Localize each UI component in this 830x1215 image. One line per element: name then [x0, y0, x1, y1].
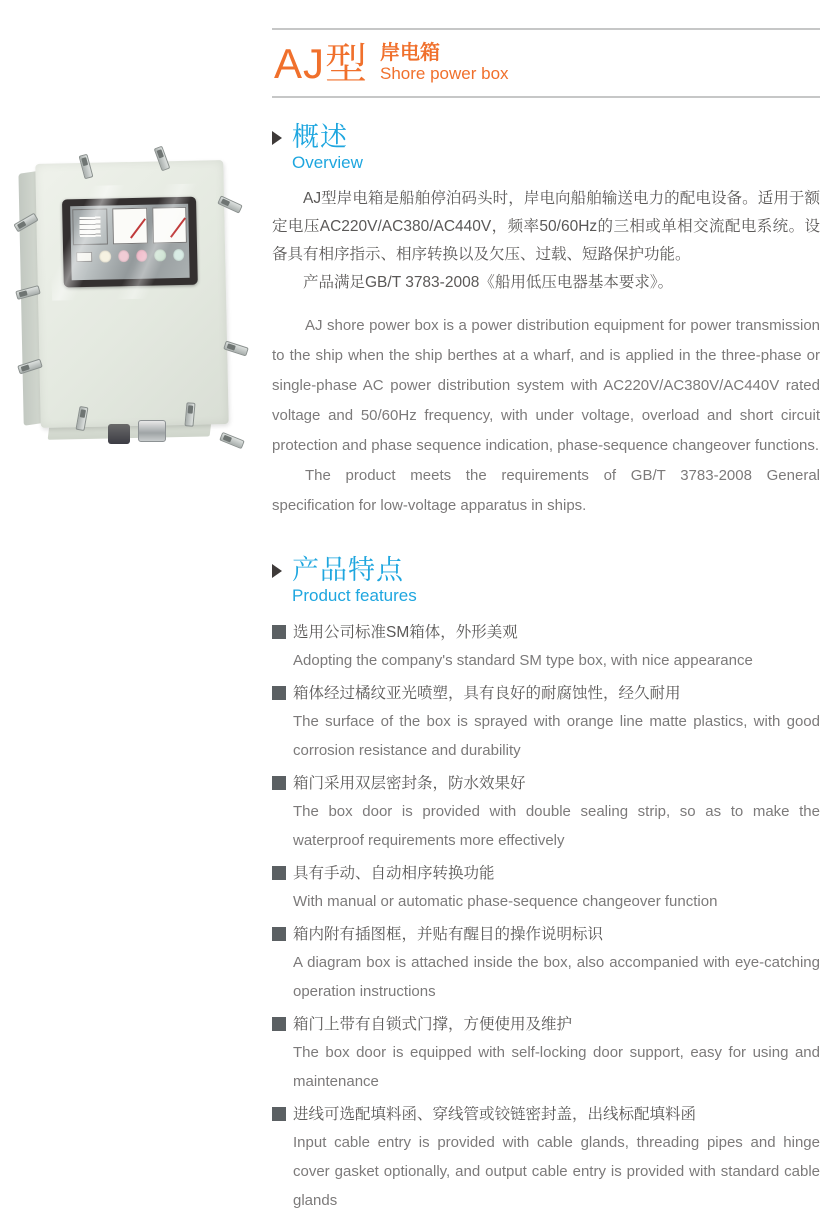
- indicator-lamp-icon: [154, 249, 166, 261]
- feature-title-zh: [272, 771, 820, 796]
- feature-title-zh: [272, 620, 820, 645]
- bullet-square-icon: [272, 927, 286, 941]
- paragraph-en: AJ shore power box is a power distribution equipment for power transmission to the ship when the ship berthes at a wharf, and is applied in the three-phase or single-phase AC power distribution system with AC220V/AC380V/AC440V rated voltage and 50/60Hz frequency, with under voltage, overload and short circuit protection and phase sequence indication, phase-sequence changeover functions.: [272, 317, 820, 454]
- feature-text-zh: 具有手动、自动相序转换功能: [293, 865, 495, 882]
- bullet-square-icon: [272, 776, 286, 790]
- shore-power-box-illustration: [35, 160, 228, 428]
- overview-section: [272, 122, 820, 521]
- feature-text-zh: 进线可选配填料函、穿线管或铰链密封盖，出线标配填料函: [293, 1106, 697, 1123]
- feature-item: [272, 771, 820, 855]
- feature-text-zh: 选用公司标准SM箱体，外形美观: [293, 624, 518, 641]
- ammeter-icon: [112, 208, 147, 245]
- bullet-square-icon: [272, 625, 286, 639]
- paragraph-en: The product meets the requirements of GB/T 3783-2008 General specification for low-voltage apparatus in ships.: [272, 467, 820, 514]
- feature-text-zh: 箱内附有插图框，并贴有醒目的操作说明标识: [293, 926, 604, 943]
- feature-title-zh: [272, 1012, 820, 1037]
- section-title-zh: 产品特点: [292, 555, 404, 585]
- cable-gland-icon: [108, 424, 130, 444]
- features-section: [272, 555, 820, 1215]
- feature-item: [272, 1102, 820, 1215]
- feature-item: [272, 1012, 820, 1096]
- paragraph-zh: AJ型岸电箱是船舶停泊码头时，岸电向船舶输送电力的配电设备。适用于额定电压AC220V/AC380/AC440V，频率50/60Hz的三相或单相交流配电系统。设备具有相序指示、相序转换以及欠压、过载、短路保护功能。: [272, 190, 820, 263]
- bullet-square-icon: [272, 1017, 286, 1031]
- box-door: [35, 160, 228, 428]
- section-title-en: Product features: [292, 586, 417, 605]
- overview-paragraphs-en: [272, 311, 820, 521]
- box-latch-icon: [219, 432, 245, 449]
- label-chip: [76, 252, 92, 262]
- product-name-zh: 岸电箱: [380, 42, 441, 64]
- indicator-lamp-icon: [136, 250, 148, 262]
- indicator-lamp-icon: [173, 249, 185, 261]
- feature-text-en: The box door is equipped with self-locking door support, easy for using and maintenance: [293, 1044, 820, 1090]
- window-glass: [70, 204, 190, 280]
- feature-title-zh: [272, 681, 820, 706]
- divider: [272, 96, 820, 98]
- features-heading: [272, 555, 820, 606]
- product-name-en: Shore power box: [380, 64, 509, 83]
- section-title-zh: 概述: [292, 122, 348, 152]
- meter-needle: [130, 218, 146, 238]
- overview-paragraphs-zh: [272, 185, 820, 297]
- feature-text-zh: 箱门采用双层密封条，防水效果好: [293, 775, 526, 792]
- feature-item: [272, 620, 820, 675]
- frequency-meter-icon: [152, 207, 187, 244]
- feature-title-zh: [272, 922, 820, 947]
- bullet-square-icon: [272, 866, 286, 880]
- feature-item: [272, 681, 820, 765]
- paragraph-zh: 产品满足GB/T 3783-2008《船用低压电器基本要求》。: [303, 274, 674, 291]
- bullet-square-icon: [272, 686, 286, 700]
- meter-row: [70, 204, 189, 248]
- feature-text-en: The surface of the box is sprayed with orange line matte plastics, with good corrosion resistance and durability: [293, 713, 820, 759]
- feature-text-zh: 箱体经过橘纹亚光喷塑，具有良好的耐腐蚀性，经久耐用: [293, 685, 681, 702]
- feature-text-en: A diagram box is attached inside the box, also accompanied with eye-catching operation instructions: [293, 954, 820, 1000]
- section-title-en: Overview: [292, 153, 363, 172]
- feature-title-zh: [272, 1102, 820, 1127]
- page-title: [272, 30, 820, 96]
- feature-text-en: With manual or automatic phase-sequence changeover function: [293, 893, 718, 910]
- indicator-row: [71, 246, 189, 266]
- feature-text-zh: 箱门上带有自锁式门撑，方便使用及维护: [293, 1016, 573, 1033]
- indicator-lamp-icon: [99, 250, 111, 262]
- bullet-square-icon: [272, 1107, 286, 1121]
- voltmeter-icon: [72, 209, 108, 246]
- product-photo: [12, 148, 252, 466]
- section-arrow-icon: [272, 131, 282, 145]
- feature-item: [272, 861, 820, 916]
- feature-text-en: Input cable entry is provided with cable glands, threading pipes and hinge cover gasket optionally, and output cable entry is provided with standard cable glands: [293, 1134, 820, 1209]
- feature-text-en: The box door is provided with double sealing strip, so as to make the waterproof requirements more effectively: [293, 803, 820, 849]
- cable-gland-icon: [138, 420, 166, 442]
- meter-window: [62, 197, 198, 288]
- meter-needle: [170, 217, 186, 237]
- feature-item: [272, 922, 820, 1006]
- feature-list: [272, 620, 820, 1215]
- section-arrow-icon: [272, 564, 282, 578]
- overview-heading: [272, 122, 820, 173]
- indicator-lamp-icon: [118, 250, 130, 262]
- feature-text-en: Adopting the company's standard SM type box, with nice appearance: [293, 652, 753, 669]
- content-column: [272, 0, 820, 1215]
- model-code: AJ型: [274, 40, 369, 87]
- feature-title-zh: [272, 861, 820, 886]
